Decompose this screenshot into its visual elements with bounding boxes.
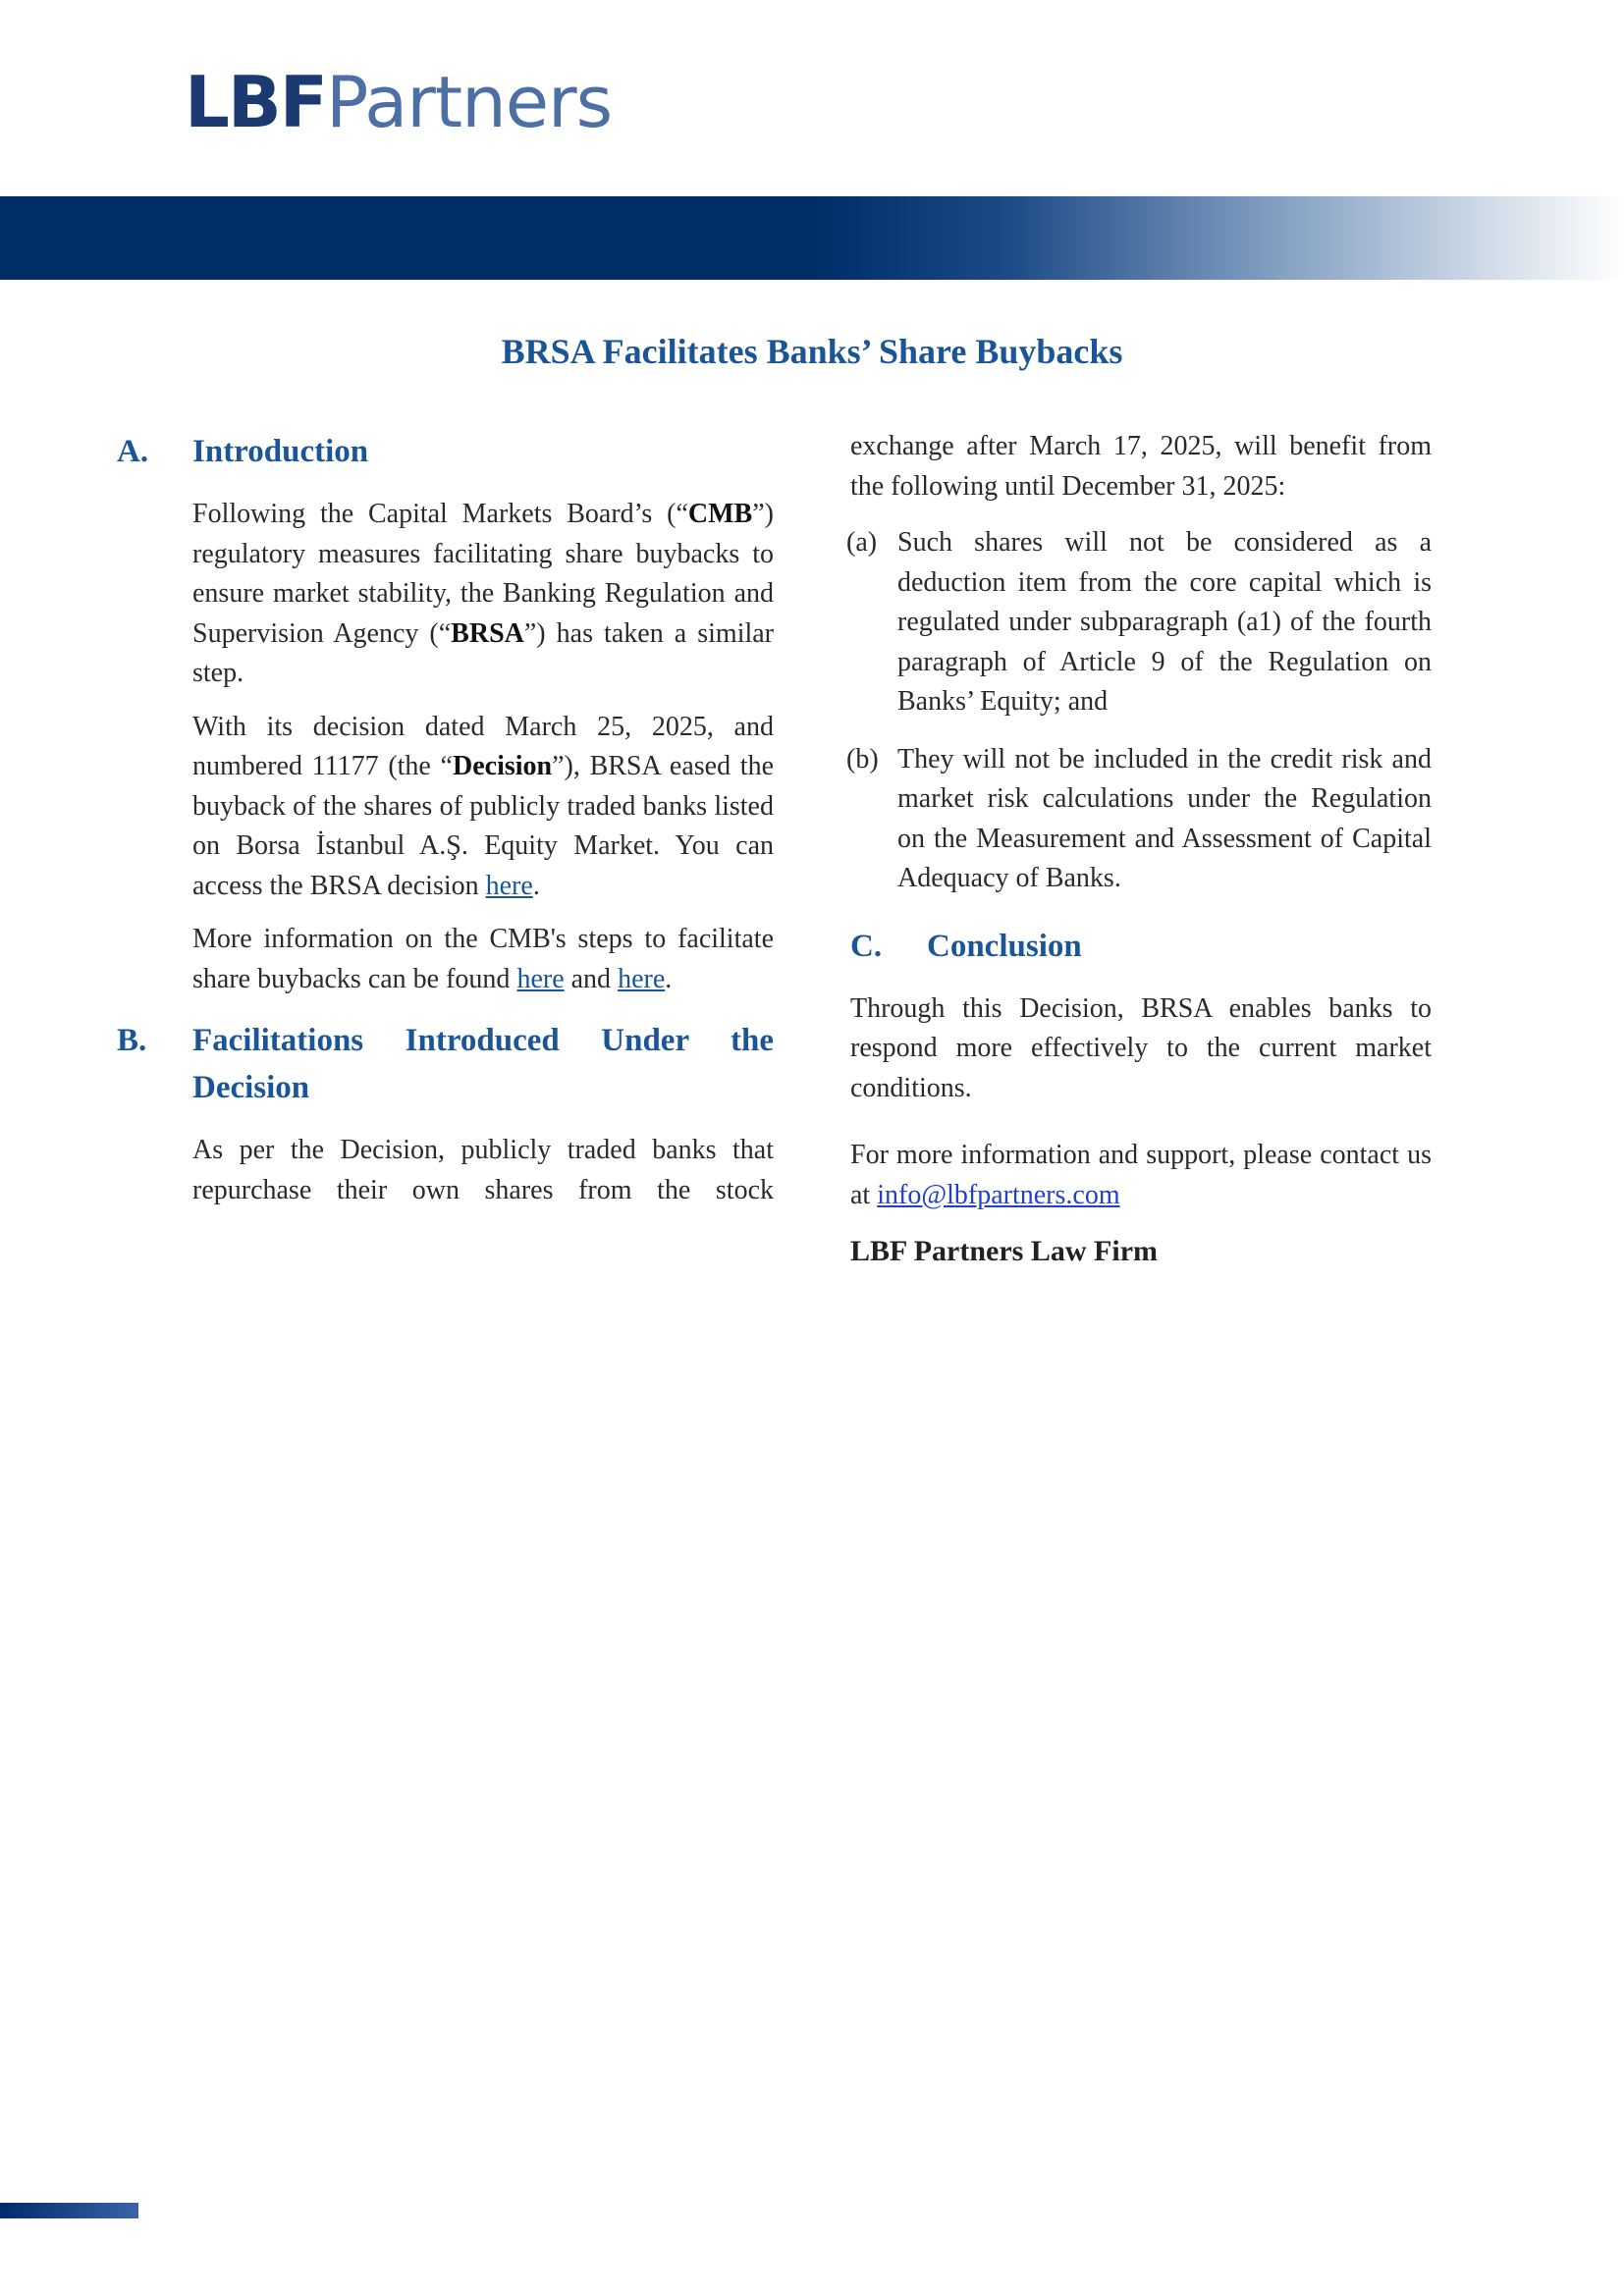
section-a-letter: A. xyxy=(117,434,149,469)
section-b-heading xyxy=(117,1017,774,1111)
conclusion-paragraph: Through this Decision, BRSA enables banks to respond more effectively to the current market conditions. xyxy=(850,992,1432,1103)
section-c-letter: C. xyxy=(850,928,883,964)
text-span: ”) regulatory measures facilitating share buybacks to ensure market stability, the Banking Regulation and Supervision Agency (“ xyxy=(192,499,774,649)
text-span: ”), BRSA eased the buyback of the shares of publicly traded banks listed on Borsa İstanbul A.Ş. Equity Market. You can access the BRSA decision xyxy=(192,751,774,901)
list-item-b xyxy=(799,740,1432,899)
list-marker-a: (a) xyxy=(846,527,878,558)
logo-partners: Partners xyxy=(325,61,613,143)
firm-signature: LBF Partners Law Firm xyxy=(850,1235,1158,1267)
facilitations-paragraph-continuation: exchange after March 17, 2025, will benefit from the following until December 31, 2025: xyxy=(850,431,1432,502)
text-span: For more information and support, please contact us at xyxy=(850,1140,1432,1210)
contact-paragraph xyxy=(850,1136,1432,1215)
text-span: Following the Capital Markets Board’s (“ xyxy=(192,499,688,529)
text-span: ”) has taken a similar step. xyxy=(192,617,774,688)
intro-paragraph-2 xyxy=(192,708,774,907)
text-span: . xyxy=(665,963,673,994)
section-a-heading xyxy=(117,428,774,475)
logo-lbf: LBF xyxy=(185,61,326,143)
list-marker-b: (b) xyxy=(846,743,879,774)
term-cmb: CMB xyxy=(687,499,753,529)
section-c-title: Conclusion xyxy=(927,928,1082,964)
text-span: With its decision dated March 25, 2025, and numbered 11177 (the “ xyxy=(192,711,774,781)
right-column xyxy=(846,427,1432,1271)
cmb-info-link-2[interactable]: here xyxy=(618,963,666,994)
section-a-title: Introduction xyxy=(192,434,369,469)
footer-accent-bar xyxy=(0,2203,138,2218)
section-b-title: Facilitations Introduced Under the Decision xyxy=(192,1023,774,1105)
brsa-decision-link[interactable]: here xyxy=(485,870,533,901)
document-title: BRSA Facilitates Banks’ Share Buybacks xyxy=(501,332,1123,371)
text-span: More information on the CMB's steps to facilitate share buybacks can be found xyxy=(192,924,774,994)
header-banner xyxy=(0,196,1624,280)
intro-paragraph-3 xyxy=(192,920,774,999)
list-item-a xyxy=(799,523,1432,722)
facilitations-continued xyxy=(850,427,1432,507)
section-c-heading xyxy=(850,923,1432,970)
cmb-info-link-1[interactable]: here xyxy=(516,963,565,994)
intro-paragraph-1 xyxy=(192,495,774,694)
text-span: and xyxy=(564,963,619,994)
facilitations-paragraph: As per the Decision, publicly traded banks that repurchase their own shares from the stock xyxy=(192,1135,774,1205)
list-text-a: Such shares will not be considered as a deduction item from the core capital which is regulated under subparagraph (a1) of the fourth paragraph of Article 9 of the Regulation on Banks’ Equity; and xyxy=(897,527,1432,717)
text-span: . xyxy=(532,870,540,901)
section-b-letter: B. xyxy=(117,1023,147,1058)
term-decision: Decision xyxy=(453,751,553,781)
company-logo xyxy=(185,61,613,143)
email-link[interactable]: info@lbfpartners.com xyxy=(877,1179,1120,1210)
term-brsa: BRSA xyxy=(451,617,524,649)
list-text-b: They will not be included in the credit risk and market risk calculations under the Regulation on the Measurement and Assessment of Capital Adequacy of Banks. xyxy=(897,743,1432,893)
left-column xyxy=(117,427,774,1210)
